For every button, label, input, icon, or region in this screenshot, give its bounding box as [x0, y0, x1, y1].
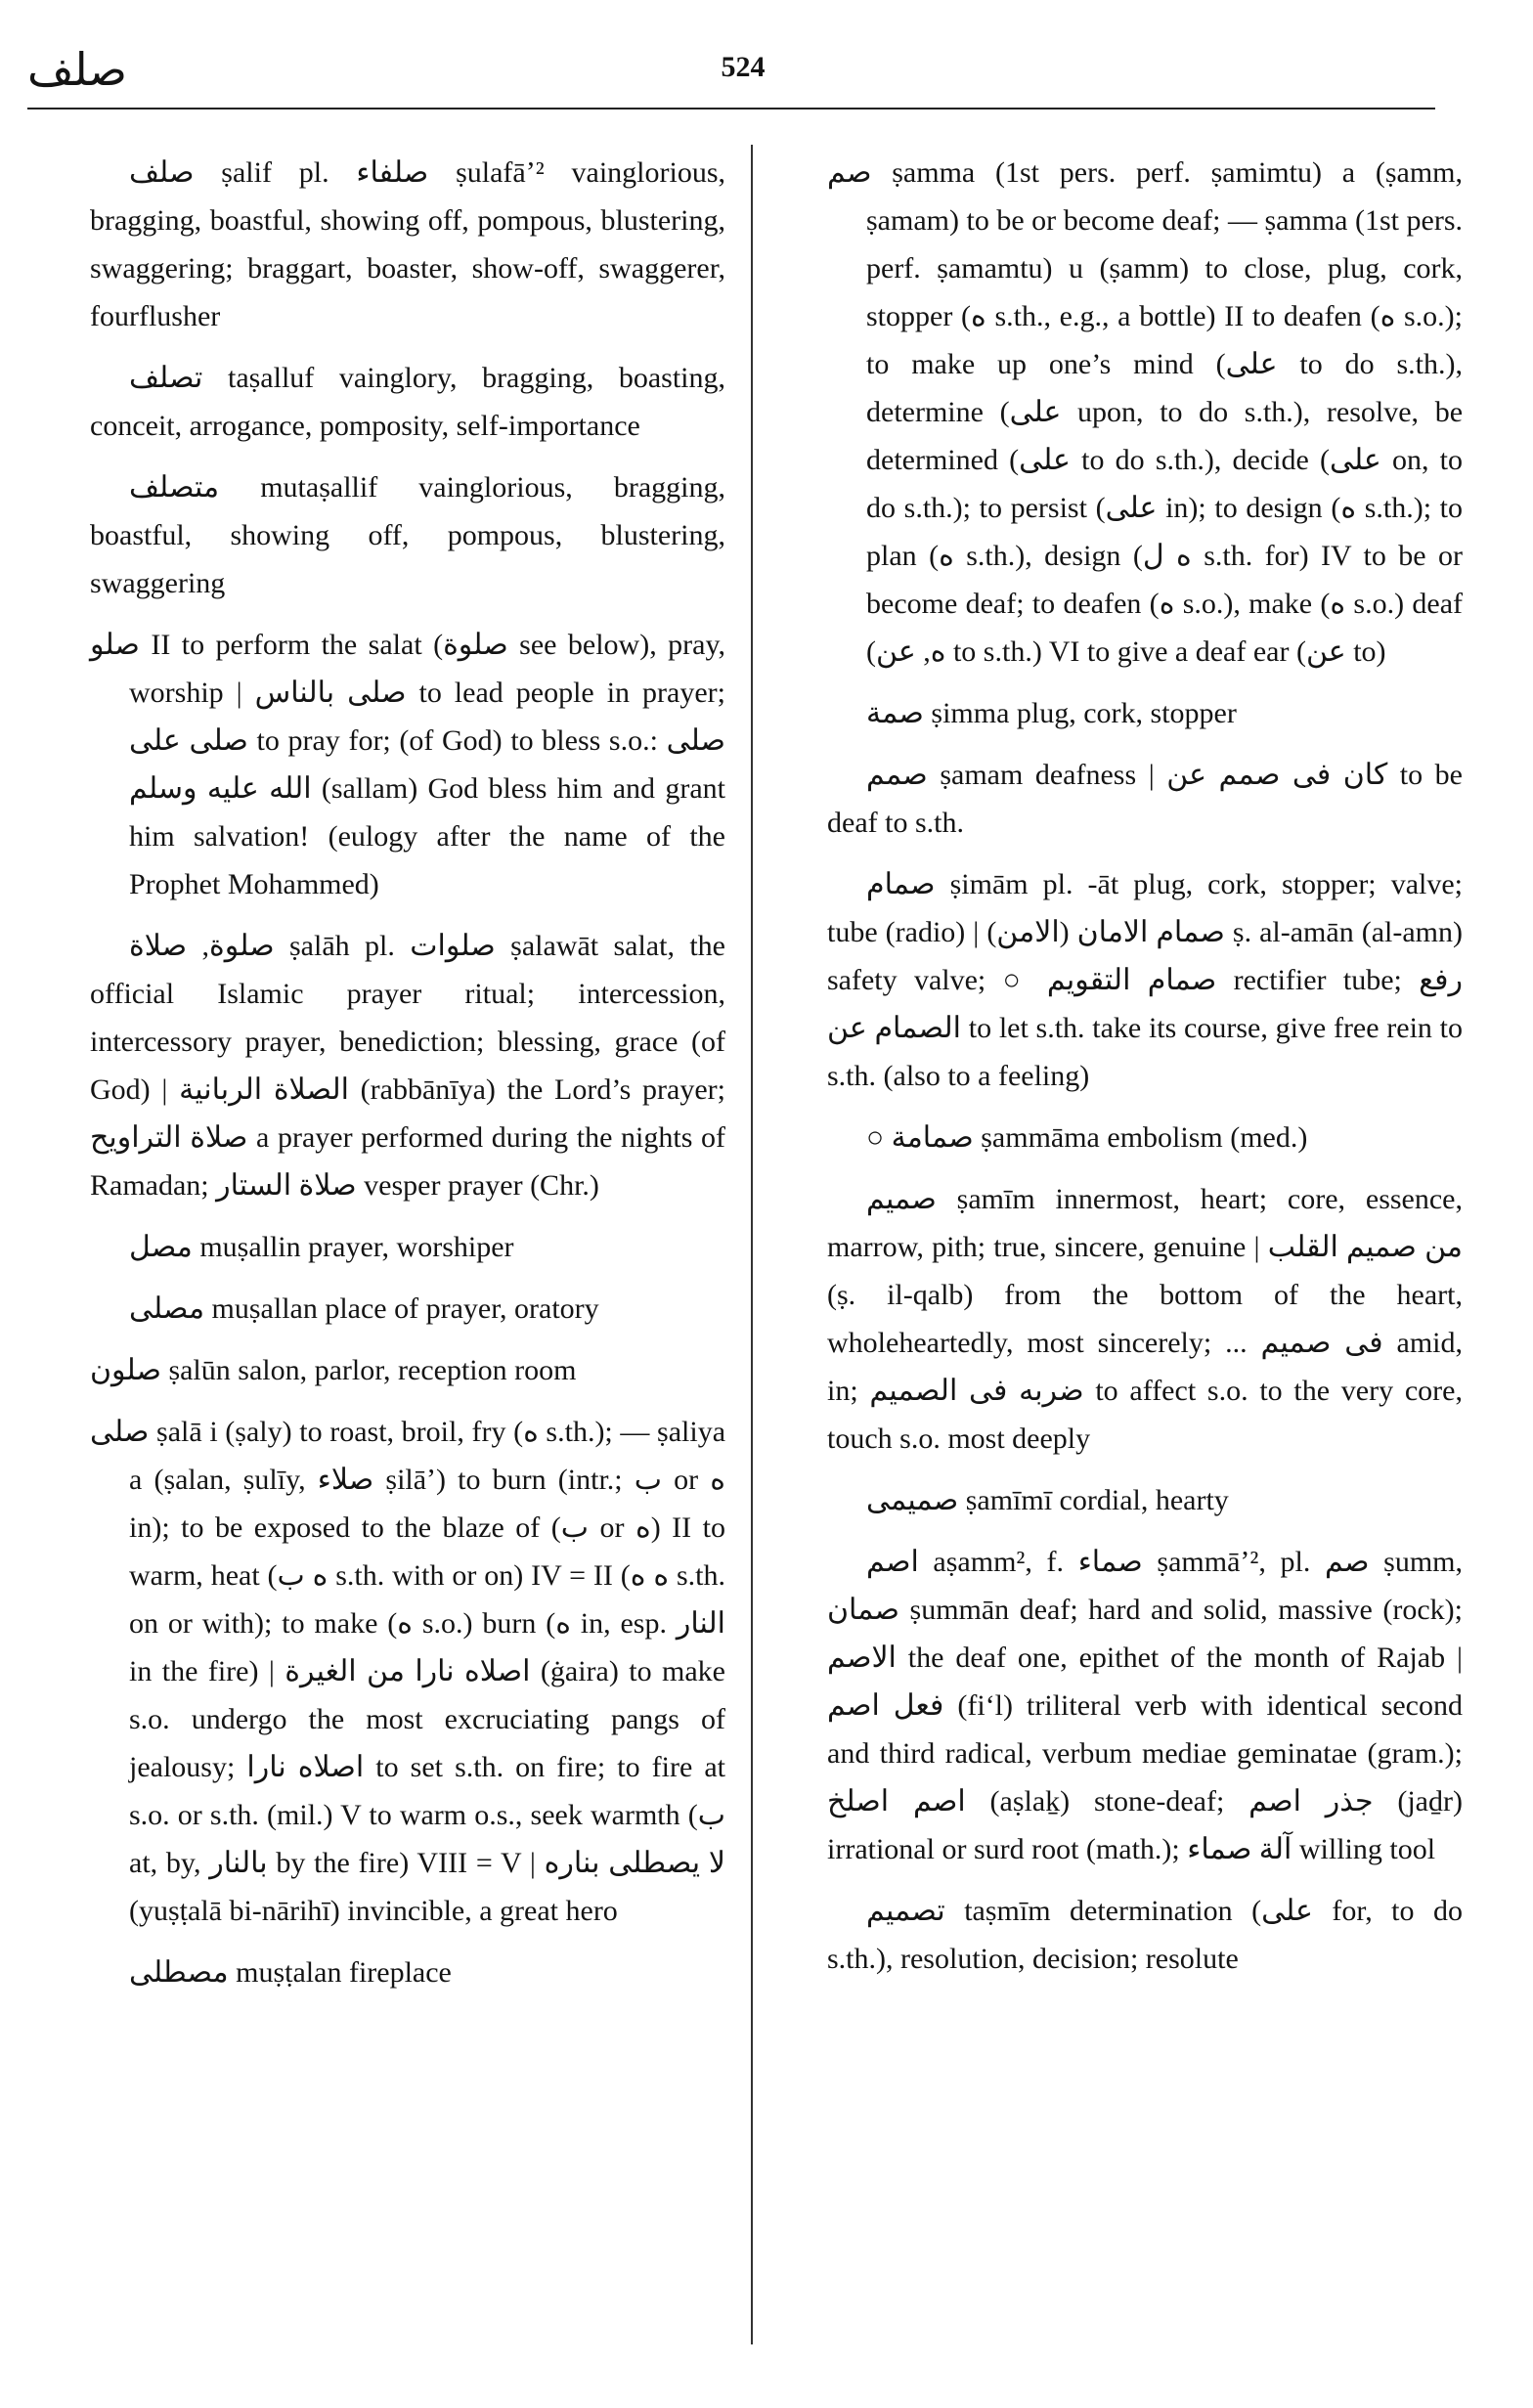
dictionary-entry: مصل muṣallin prayer, worshiper [129, 1231, 514, 1263]
running-head: صلف [27, 43, 127, 96]
dictionary-entry: صميمى ṣamīmī cordial, hearty [866, 1484, 1229, 1516]
dictionary-entry: صمة ṣimma plug, cork, stopper [866, 697, 1237, 729]
dictionary-entry: صميم ṣamīm innermost, heart; core, essence, marrow, pith; true, sincere, genuine | من صميم القلب (ṣ. il-qalb) from the bottom of the heart, wholeheartedly, most sincerely; ... فى صميم amid, in; ضربه فى الصميم to affect s.o. to the very core, touch s.o. most deeply [827, 1183, 1463, 1455]
header-rule [27, 108, 1435, 109]
dictionary-entry: صلف ṣalif pl. صلفاء ṣulafāʼ² vainglorious, bragging, boastful, showing off, pompous, blustering, swaggering; braggart, boaster, show-off, swaggerer, fourflusher [90, 156, 725, 332]
dictionary-entry: صلوة, صلاة ṣalāh pl. صلوات ṣalawāt salat, the official Islamic prayer ritual; intercession, intercessory prayer, benediction; blessing, grace (of God) | الصلاة الربانية (rabbānīya) the Lord’s prayer; صلاة التراويح a prayer performed during the nights of Ramadan; صلاة الستار vesper prayer (Chr.) [90, 930, 725, 1202]
dictionary-entry: تصميم taṣmīm determination (على for, to do s.th.), resolution, decision; resolute [827, 1895, 1463, 1975]
dictionary-entry: تصلف taṣalluf vainglory, bragging, boasting, conceit, arrogance, pomposity, self-importance [90, 362, 725, 442]
dictionary-entry: صلون ṣalūn salon, parlor, reception room [90, 1354, 577, 1386]
page-header [0, 0, 1533, 127]
left-column [90, 149, 725, 2010]
dictionary-entry: صم ṣamma (1st pers. perf. ṣamimtu) a (ṣamm, ṣamam) to be or become deaf; — ṣamma (1st pers. perf. ṣamamtu) u (ṣamm) to close, plug, cork, stopper (ه s.th., e.g., a bottle) II to deafen (ه s.o.); to make up one’s mind (على to do s.th.), determine (على upon, to do s.th.), resolve, be determined (على to do s.th.), decide (على on, to do s.th.); to persist (على in); to design (ه s.th.); to plan (ه s.th.), design (ه ل s.th. for) IV to be or become deaf; to deafen (ه s.o.), make (ه s.o.) deaf (ه, عن to s.th.) VI to give a deaf ear (عن to) [827, 156, 1464, 668]
column-divider [751, 145, 753, 2344]
dictionary-entry: اصم aṣamm², f. صماء ṣammāʼ², pl. صم ṣumm, صمان ṣummān deaf; hard and solid, massive (rock); الاصم the deaf one, epithet of the month of Rajab | فعل اصم (fiʻl) triliteral verb with identical second and third radical, verbum mediae geminatae (gram.); اصم اصلخ (aṣlaḵ) stone-deaf; جذر اصم (jaḏr) irrational or surd root (math.); آلة صماء willing tool [827, 1546, 1464, 1865]
dictionary-entry: ○ صمامة ṣammāma embolism (med.) [866, 1121, 1308, 1154]
right-column [827, 149, 1463, 1996]
dictionary-entry: متصلف mutaṣallif vainglorious, bragging, boastful, showing off, pompous, blustering, swaggering [90, 471, 725, 599]
dictionary-entry: صمم ṣamam deafness | كان فى صمم عن to be deaf to s.th. [827, 759, 1463, 839]
dictionary-entry: صمام ṣimām pl. -āt plug, cork, stopper; valve; tube (radio) | صمام الامان (الامن) ṣ. al-amān (al-amn) safety valve; ○ صمام التقويم rectifier tube; رفع الصمام عن to let s.th. take its course, give free rein to s.th. (also to a feeling) [827, 868, 1463, 1092]
dictionary-entry: صلو II to perform the salat (صلوة see below), pray, worship | صلى بالناس to lead people in prayer; صلى على to pray for; (of God) to bless s.o.: صلى الله عليه وسلم (sallam) God bless him and grant him salvation! (eulogy after the name of the Prophet Mohammed) [90, 629, 726, 900]
dictionary-entry: مصلى muṣallan place of prayer, oratory [129, 1292, 599, 1325]
page-number: 524 [721, 51, 766, 83]
dictionary-entry: صلى ṣalā i (ṣaly) to roast, broil, fry (ه s.th.); — ṣaliya a (ṣalan, ṣulīy, صلاء ṣilāʼ) to burn (intr.; ب or ه in); to be exposed to the blaze of (ب or ه) II to warm, heat (ه ب s.th. with or on) IV = II (ه ه s.th. on or with); to make (ه s.o.) burn (ه in, esp. النار in the fire) | اصلاه نارا من الغيرة (ġaira) to make s.o. undergo the most excruciating pangs of jealousy; اصلاه نارا to set s.th. on fire; to fire at s.o. or s.th. (mil.) V to warm o.s., seek warmth (ب at, by, بالنار by the fire) VIII = V | لا يصطلى بناره (yuṣṭalā bi-nārihī) invincible, a great hero [90, 1416, 726, 1927]
dictionary-entry: مصطلى muṣṭalan fireplace [129, 1956, 452, 1989]
